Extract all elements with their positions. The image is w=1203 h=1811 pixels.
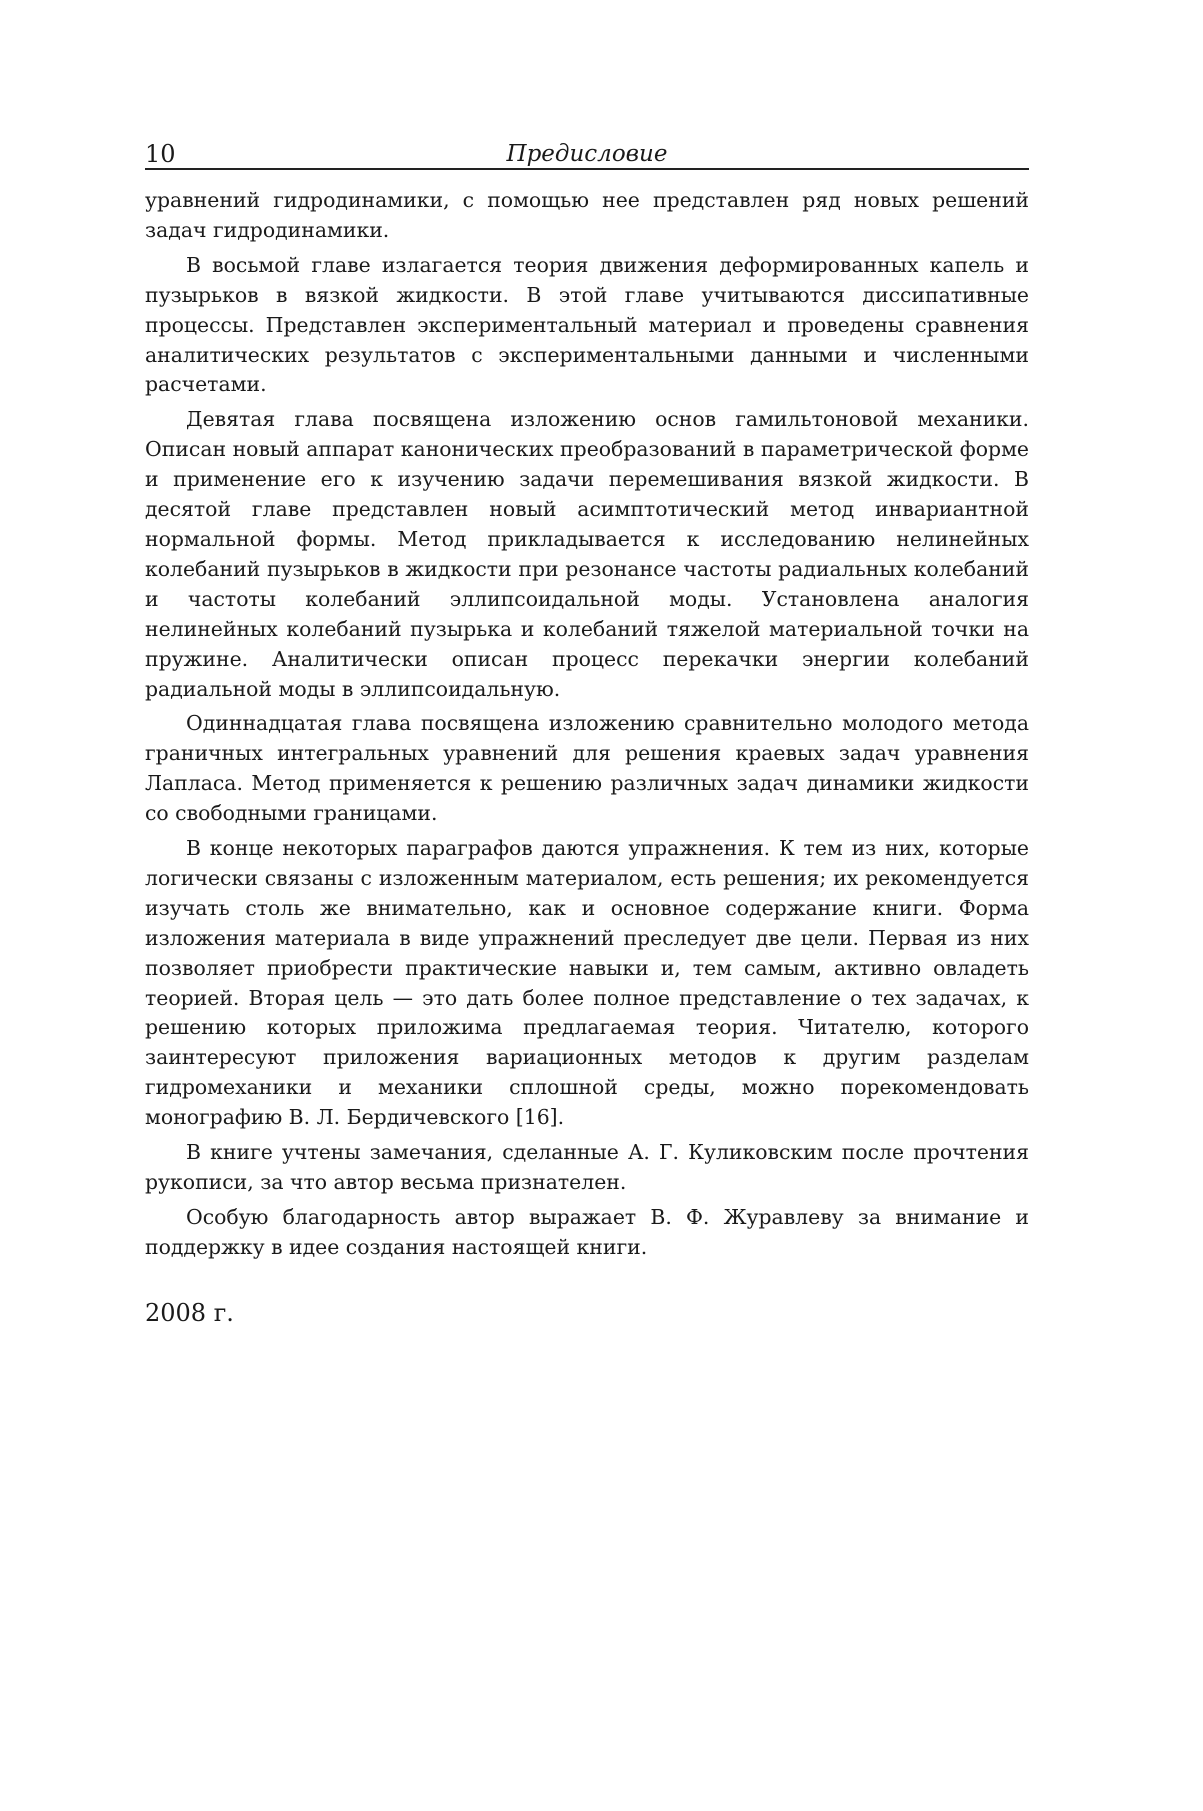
paragraph-chapter-eleven: Одиннадцатая глава посвящена изложению сравнительно молодого метода граничных интегральных уравнений для решения краевых задач уравнения Лапласа. Метод применяется к решению различных задач динамики жидкости со свободными границами. [145, 711, 1029, 826]
page-body [145, 186, 1029, 1263]
paragraph-chapter-eight: В восьмой главе излагается теория движения деформированных капель и пузырьков в вязкой жидкости. В этой главе учитываются диссипативные процессы. Представлен экспериментальный материал и проведены сравнения аналитических результатов с экспериментальными данными и численными расчетами. [145, 252, 1029, 397]
paragraph-chapters-nine-ten: Девятая глава посвящена изложению основ гамильтоновой механики. Описан новый аппарат канонических преобразований в параметрической форме и применение его к изучению задачи перемешивания вязкой жидкости. В десятой главе представлен новый асимптотический метод инвариантной нормальной формы. Метод прикладывается к исследованию нелинейных колебаний пузырьков в жидкости при резонансе частоты радиальных колебаний и частоты колебаний эллипсоидальной моды. Установлена аналогия нелинейных колебаний пузырька и колебаний тяжелой материальной точки на пружине. Аналитически описан процесс перекачки энергии колебаний радиальной моды в эллипсоидальную. [145, 407, 1029, 701]
page-number: 10 [145, 140, 176, 168]
date: 2008 г. [145, 1298, 234, 1327]
paragraph-acknowledgement-kulikovsky: В книге учтены замечания, сделанные А. Г. Куликовским после прочтения рукописи, за что автор весьма признателен. [145, 1140, 1029, 1194]
book-page [145, 136, 1029, 1328]
paragraph-acknowledgement-zhuravlev: Особую благодарность автор выражает В. Ф. Журавлеву за внимание и поддержку в идее создания настоящей книги. [145, 1204, 1029, 1259]
running-head [145, 136, 1029, 170]
section-title: Предисловие [506, 141, 668, 167]
paragraph-continued: уравнений гидродинамики, с помощью нее представлен ряд новых решений задач гидродинамики. [145, 188, 1029, 242]
paragraph-exercises: В конце некоторых параграфов даются упражнения. К тем из них, которые логически связаны с изложенным материалом, есть решения; их рекомендуется изучать столь же внимательно, как и основное содержание книги. Форма изложения материала в виде упражнений преследует две цели. Первая из них позволяет приобрести практические навыки и, тем самым, активно овладеть теорией. Вторая цель — это дать более полное представление о тех задачах, к решению которых приложима предлагаемая теория. Читателю, которого заинтересуют приложения вариационных методов к другим разделам гидромеханики и механики сплошной среды, можно порекомендовать монографию В. Л. Бердичевского [16]. [145, 836, 1029, 1130]
